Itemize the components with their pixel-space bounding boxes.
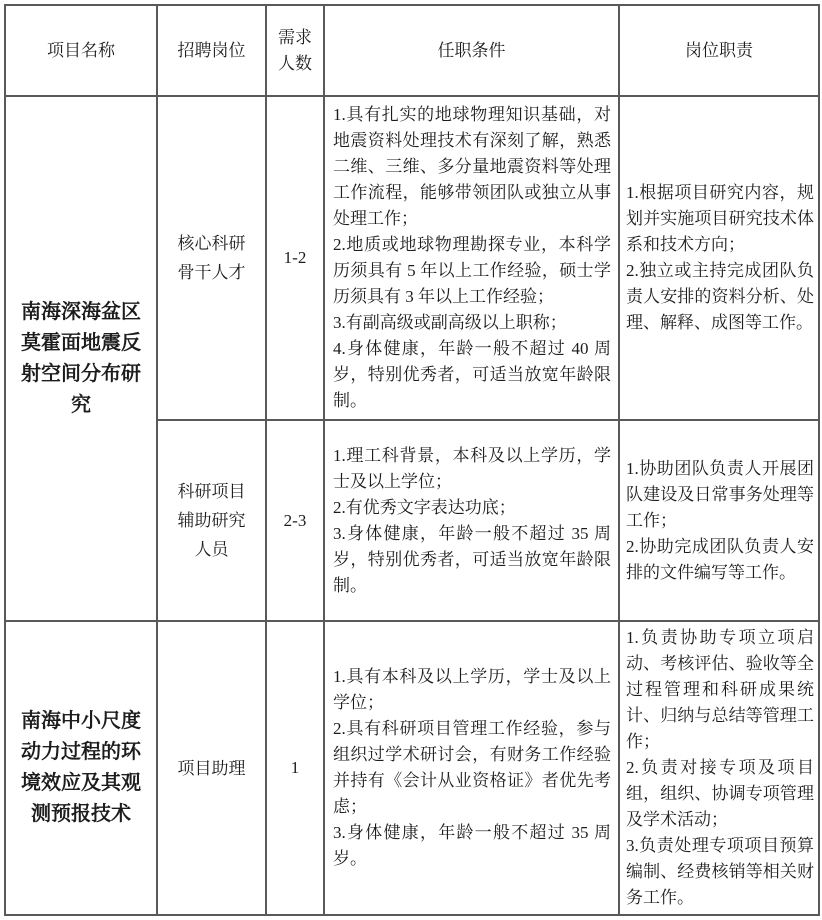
col-header-project-name: 项目名称 [5, 5, 157, 96]
list-item: 4.身体健康，年龄一般不超过 40 周岁，特别优秀者，可适当放宽年龄限制。 [333, 339, 611, 410]
list-item: 2.地质或地球物理勘探专业，本科学历须具有 5 年以上工作经验，硕士学历须具有 3 年以上工作经验； [333, 235, 611, 306]
list-item: 2.具有科研项目管理工作经验，参与组织过学术研讨会，有财务工作经验并持有《会计从业资格证》者优先考虑； [333, 719, 611, 816]
duties-cell [619, 96, 819, 420]
recruitment-table [4, 4, 820, 916]
col-header-position: 招聘岗位 [157, 5, 266, 96]
list-item: 1.具有本科及以上学历，学士及以上学位； [333, 667, 611, 712]
position-cell: 核心科研骨干人才 [157, 96, 266, 420]
list-item: 1.协助团队负责人开展团队建设及日常事务处理等工作； [626, 458, 814, 530]
list-item: 3.负责处理专项项目预算编制、经费核销等相关财务工作。 [626, 836, 814, 907]
col-header-headcount: 需求人数 [266, 5, 324, 96]
table-header-row [5, 5, 819, 96]
list-item: 2.独立或主持完成团队负责人安排的资料分析、处理、解释、成图等工作。 [626, 261, 814, 332]
list-item: 1.理工科背景，本科及以上学历，学士及以上学位； [333, 445, 611, 491]
duties-cell [619, 420, 819, 621]
headcount-cell: 2-3 [266, 420, 324, 621]
project-name-cell: 南海中小尺度动力过程的环境效应及其观测预报技术 [5, 621, 157, 915]
table-row [5, 621, 819, 915]
requirements-cell [324, 420, 619, 621]
col-header-duties: 岗位职责 [619, 5, 819, 96]
list-item: 1.根据项目研究内容，规划并实施项目研究技术体系和技术方向； [626, 183, 814, 254]
list-item: 2.负责对接专项及项目组，组织、协调专项管理及学术活动； [626, 758, 814, 829]
duties-cell [619, 621, 819, 915]
list-item: 3.有副高级或副高级以上职称； [333, 313, 567, 332]
list-item: 3.身体健康，年龄一般不超过 35 周岁，特别优秀者，可适当放宽年龄限制。 [333, 523, 611, 595]
list-item: 3.身体健康，年龄一般不超过 35 周岁。 [333, 823, 611, 868]
project-name-cell: 南海深海盆区莫霍面地震反射空间分布研究 [5, 96, 157, 621]
requirements-cell [324, 621, 619, 915]
table-row [5, 96, 819, 420]
headcount-cell: 1-2 [266, 96, 324, 420]
list-item: 1.具有扎实的地球物理知识基础，对地震资料处理技术有深刻了解，熟悉二维、三维、多分量地震资料等处理工作流程，能够带领团队或独立从事处理工作； [333, 105, 611, 228]
headcount-cell: 1 [266, 621, 324, 915]
list-item: 2.有优秀文字表达功底； [333, 497, 516, 517]
position-cell: 科研项目辅助研究人员 [157, 420, 266, 621]
col-header-requirements: 任职条件 [324, 5, 619, 96]
list-item: 1.负责协助专项立项启动、考核评估、验收等全过程管理和科研成果统计、归纳与总结等管理工作； [626, 628, 814, 751]
requirements-cell [324, 96, 619, 420]
list-item: 2.协助完成团队负责人安排的文件编写等工作。 [626, 536, 814, 582]
position-cell: 项目助理 [157, 621, 266, 915]
